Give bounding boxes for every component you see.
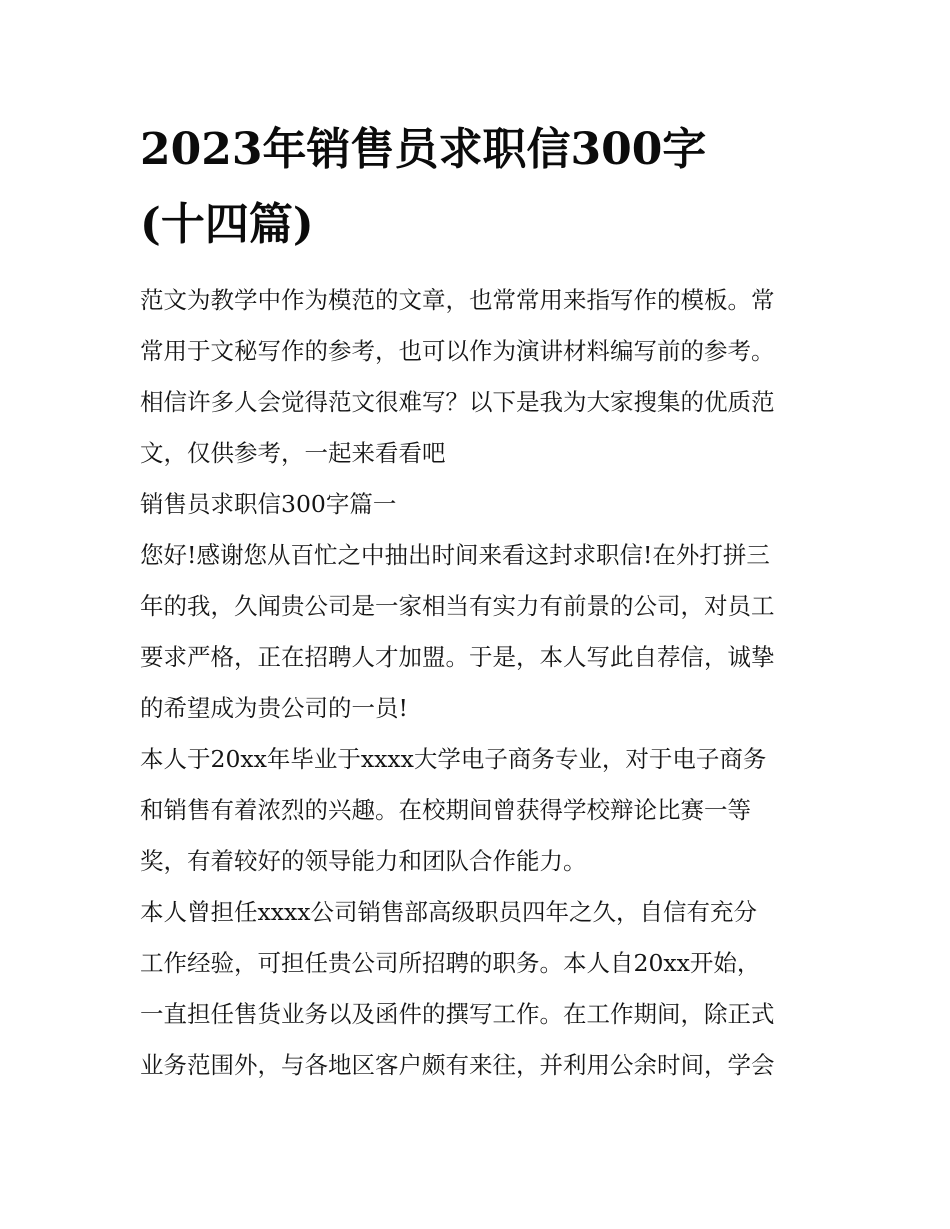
letter-line: 一直担任售货业务以及函件的撰写工作。在工作期间，除正式 — [140, 1000, 775, 1028]
title-line: 2023年销售员求职信300字 — [140, 124, 707, 175]
letter-line: 业务范围外，与各地区客户颇有来往，并利用公余时间，学会 — [140, 1051, 775, 1079]
letter-line: 年的我，久闻贵公司是一家相当有实力有前景的公司，对员工 — [140, 592, 775, 620]
letter-line: 工作经验，可担任贵公司所招聘的职务。本人自20xx开始， — [140, 949, 761, 977]
document-title — [140, 112, 820, 262]
intro-line: 文，仅供参考，一起来看看吧 — [140, 439, 446, 467]
letter-line: 和销售有着浓烈的兴趣。在校期间曾获得学校辩论比赛一等 — [140, 796, 751, 824]
intro-line: 范文为教学中作为模范的文章，也常常用来指写作的模板。常 — [140, 286, 775, 314]
letter-line: 本人曾担任xxxx公司销售部高级职员四年之久，自信有充分 — [140, 898, 758, 926]
intro-line: 相信许多人会觉得范文很难写？以下是我为大家搜集的优质范 — [140, 388, 775, 416]
letter-line: 本人于20xx年毕业于xxxx大学电子商务专业，对于电子商务 — [140, 745, 767, 773]
letter-line: 您好!感谢您从百忙之中抽出时间来看这封求职信!在外打拼三 — [140, 541, 770, 569]
section-heading: 销售员求职信300字篇一 — [140, 490, 397, 518]
letter-line: 的希望成为贵公司的一员! — [140, 694, 408, 722]
letter-line: 奖，有着较好的领导能力和团队合作能力。 — [140, 847, 587, 875]
intro-line: 常用于文秘写作的参考，也可以作为演讲材料编写前的参考。 — [140, 337, 775, 365]
letter-line: 要求严格，正在招聘人才加盟。于是，本人写此自荐信，诚挚 — [140, 643, 775, 671]
title-line: (十四篇) — [140, 199, 314, 250]
